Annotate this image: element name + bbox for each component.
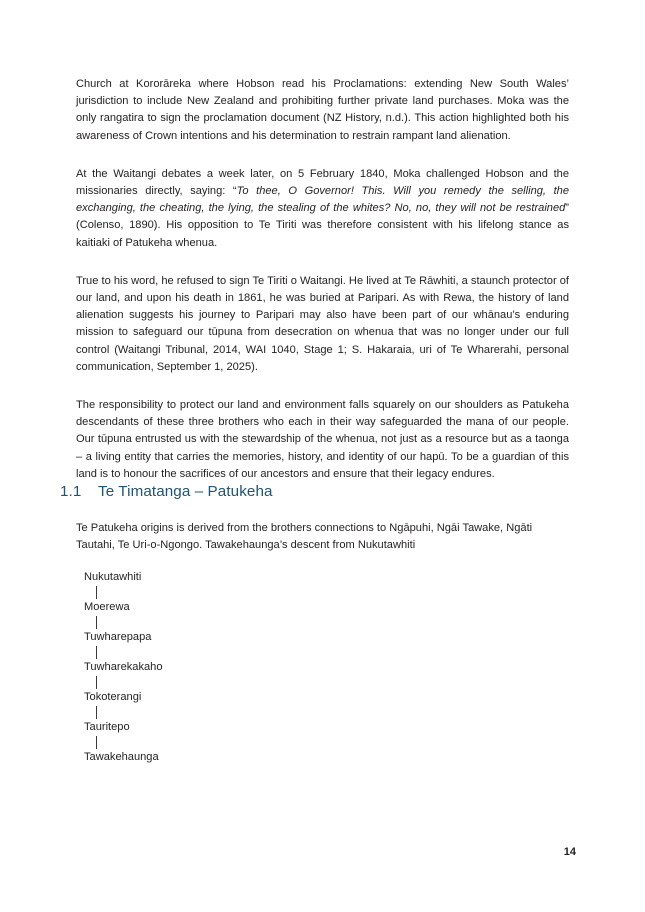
moka-quote-italic: To thee, O Governor! This. Will you remedy the selling, the exchanging, the cheating, the lying, the stealing of the whites? No, no, they will not be restrained <box>76 185 569 215</box>
paragraph-waitangi-debates <box>76 166 569 252</box>
paragraph-responsibility: The responsibility to protect our land and environment falls squarely on our shoulders as Patukeha descendants of these three brothers who each in their way safeguarded the mana of our people. Our tūpuna entrusted us with the stewardship of the whenua, not just as a resource but as a taonga – a living entity that carries the memories, history, and identity of our hapū. To be a guardian of this land is to honour the sacrifices of our ancestors and ensure that their legacy endures. <box>76 399 569 480</box>
section-heading-1-1 <box>60 482 570 502</box>
genealogy-name: Tuwharekakaho <box>84 661 163 673</box>
section-number: 1.1 <box>60 483 82 500</box>
genealogy-name: Tuwharepapa <box>84 631 152 643</box>
quote-lead-in: At the Waitangi debates a week later, on 5 February 1840, Moka challenged Hobson and the missionaries directly, saying: “ <box>76 167 569 198</box>
paragraph-proclamations: Church at Kororāreka where Hobson read his Proclamations: extending New South Wales’ jurisdiction to include New Zealand and prohibiting further private land purchases. Moka was the only rangatira to sign the proclamation document (NZ History, n.d.). This action highlighted both his awareness of Crown intentions and his determination to restrain rampant land alienation. <box>76 78 569 142</box>
genealogy-connector <box>84 614 104 631</box>
genealogy-name: Tawakehaunga <box>84 751 159 763</box>
genealogy-name: Moerewa <box>84 601 130 613</box>
genealogy-name: Tauritepo <box>84 721 130 733</box>
genealogy-name: Tokoterangi <box>84 691 142 703</box>
quote-citation-tail: ” (Colenso, 1890). His opposition to Te Tiriti was therefore consistent with his lifelong stance as kaitiaki of Patukeha whenua. <box>76 202 569 249</box>
genealogy-name: Nukutawhiti <box>84 571 142 583</box>
genealogy-connector <box>84 674 104 691</box>
page-content <box>60 76 569 763</box>
paragraph-refusal-to-sign: True to his word, he refused to sign Te Tiriti o Waitangi. He lived at Te Rāwhiti, a staunch protector of our land, and upon his death in 1861, he was buried at Paripari. As with Rewa, the history of land alienation suggests his journey to Paripari may also have been part of our whānau’s enduring mission to safeguard our tūpuna from desecration on whenua that was no longer under our full control (Waitangi Tribunal, 2014, WAI 1040, Stage 1; S. Hakaraia, uri of Te Wharerahi, personal communication, September 1, 2025). <box>76 274 569 373</box>
whakapapa-genealogy-list <box>84 571 384 764</box>
page-number: 14 <box>563 846 576 858</box>
genealogy-connector <box>84 584 104 601</box>
genealogy-connector <box>84 704 104 721</box>
genealogy-connector <box>84 644 104 661</box>
genealogy-connector <box>84 734 104 751</box>
section-title: Te Timatanga – Patukeha <box>98 483 273 500</box>
paragraph-patukeha-origins: Te Patukeha origins is derived from the brothers connections to Ngāpuhi, Ngāi Tawake, Ngāti Tautahi, Te Uri-o-Ngongo. Tawakehaunga’s descent from Nukutawhiti <box>76 522 533 552</box>
